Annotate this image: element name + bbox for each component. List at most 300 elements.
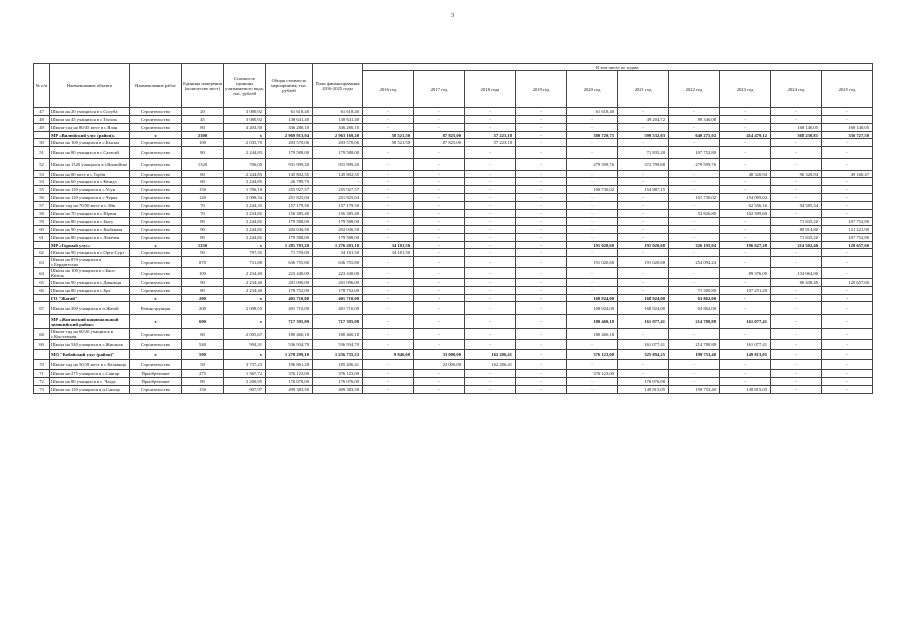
object-name: Школа-сад на 80/45 мест в с.Ялан xyxy=(50,124,130,132)
work-type: Строительство xyxy=(130,116,182,124)
total-cost: 157 179,50 xyxy=(266,202,313,210)
plan-amount: 717 395,08 xyxy=(313,315,363,329)
year-amount: - xyxy=(669,360,720,370)
plan-amount: 536 934,70 xyxy=(313,340,363,350)
object-name: Школа-сад на 50/18 мест в с.Кальвица xyxy=(50,360,130,370)
unit-count: 80 xyxy=(182,329,224,340)
object-name: Школа на 80 учащихся в с.Бысу xyxy=(50,218,130,226)
year-amount: - xyxy=(720,329,771,340)
year-amount: - xyxy=(516,194,567,202)
unit-count: 60 xyxy=(182,178,224,186)
year-amount: 191 020,68 xyxy=(618,257,669,268)
row-num xyxy=(34,295,50,302)
header-total-cost: Общая стоимость мероприятия, тыс. рублей xyxy=(266,64,313,108)
total-cost: 401 710,00 xyxy=(266,302,313,315)
year-amount: - xyxy=(771,370,822,378)
year-amount: - xyxy=(720,116,771,124)
year-amount: 325 894,25 xyxy=(618,350,669,360)
year-amount: - xyxy=(465,242,516,249)
year-amount: 191 020,68 xyxy=(567,242,618,249)
year-amount: 49 160,47 xyxy=(822,171,873,178)
year-amount: - xyxy=(822,350,873,360)
year-amount: 214 780,88 xyxy=(669,340,720,350)
year-amount: - xyxy=(567,178,618,186)
year-amount: 191 020,68 xyxy=(618,242,669,249)
unit-cost: 2 098,34 xyxy=(224,194,266,202)
table-row xyxy=(34,226,873,234)
year-amount: - xyxy=(363,171,414,178)
row-num: 67 xyxy=(34,302,50,315)
year-amount: 168 924,00 xyxy=(567,302,618,315)
year-amount: - xyxy=(720,378,771,386)
year-amount: - xyxy=(363,234,414,242)
unit-cost: x xyxy=(224,315,266,329)
year-amount: 100 730,02 xyxy=(567,186,618,194)
plan-amount: 179 588,00 xyxy=(313,218,363,226)
year-amount: - xyxy=(465,116,516,124)
year-amount: - xyxy=(465,257,516,268)
total-cost: 1 278 299,10 xyxy=(266,350,313,360)
header-years-group: В том числе по годам: xyxy=(363,64,873,71)
row-num: 48 xyxy=(34,116,50,124)
work-type: x xyxy=(130,350,182,360)
year-amount: - xyxy=(414,329,465,340)
work-type: Строительство xyxy=(130,218,182,226)
year-amount: - xyxy=(516,116,567,124)
work-type: x xyxy=(130,132,182,139)
table-row xyxy=(34,360,873,370)
unit-count: 1320 xyxy=(182,159,224,171)
total-cost: 931 999,20 xyxy=(266,159,313,171)
year-amount: - xyxy=(363,108,414,116)
year-amount: 414 479,12 xyxy=(720,132,771,139)
year-amount: - xyxy=(669,124,720,132)
year-amount: - xyxy=(720,124,771,132)
year-amount: 34 181,50 xyxy=(363,249,414,257)
plan-amount: 255 927,57 xyxy=(313,186,363,194)
work-type: Строительство xyxy=(130,178,182,186)
year-amount: - xyxy=(414,279,465,287)
year-amount: - xyxy=(414,124,465,132)
year-amount: 58 521,50 xyxy=(363,139,414,147)
unit-cost: 2 035,70 xyxy=(224,139,266,147)
total-cost: 178 752,00 xyxy=(266,287,313,295)
year-amount: - xyxy=(822,360,873,370)
object-name: Школа на 45 учащихся в с.Тополь xyxy=(50,116,130,124)
work-type: Строительство xyxy=(130,340,182,350)
year-amount: - xyxy=(363,178,414,186)
total-cost: 61 618,40 xyxy=(266,108,313,116)
unit-cost: 2 244,85 xyxy=(224,234,266,242)
year-amount: - xyxy=(771,315,822,329)
unit-cost: 2 244,35 xyxy=(224,202,266,210)
unit-count: 100 xyxy=(182,268,224,279)
row-num: 52 xyxy=(34,159,50,171)
year-amount: - xyxy=(465,329,516,340)
row-num: 62 xyxy=(34,249,50,257)
year-amount: 96 320,94 xyxy=(771,171,822,178)
year-amount: - xyxy=(822,178,873,186)
year-amount: 71 835,20 xyxy=(771,234,822,242)
unit-cost: 3 737,23 xyxy=(224,360,266,370)
object-name: Школа-сад на 70/50 мест в с.Эйи xyxy=(50,202,130,210)
year-amount: 80 438,40 xyxy=(771,279,822,287)
year-amount: - xyxy=(414,202,465,210)
object-name: Школа на 200 учащихся в п.Жатай xyxy=(50,302,130,315)
work-type: Реконструкция xyxy=(130,302,182,315)
work-type: Строительство xyxy=(130,257,182,268)
year-amount: - xyxy=(822,340,873,350)
year-amount: - xyxy=(669,249,720,257)
year-amount: - xyxy=(771,159,822,171)
year-amount: - xyxy=(516,329,567,340)
header-num: № п/п xyxy=(34,64,50,108)
year-amount: - xyxy=(465,159,516,171)
total-cost: 401 710,00 xyxy=(266,295,313,302)
unit-cost: 2 234,40 xyxy=(224,268,266,279)
year-amount: 87 825,00 xyxy=(414,132,465,139)
year-amount: - xyxy=(516,124,567,132)
work-type: Строительство xyxy=(130,386,182,394)
year-amount: 336 727,50 xyxy=(822,132,873,139)
year-amount: 168 140,05 xyxy=(822,124,873,132)
year-amount: - xyxy=(618,370,669,378)
object-name: Школа на 150 учащихся в с.Усун xyxy=(50,186,130,194)
year-amount: - xyxy=(363,315,414,329)
object-name: Школа на 100 учащихся в с.Бясь-Кюёль xyxy=(50,268,130,279)
unit-count: 200 xyxy=(182,295,224,302)
year-amount: - xyxy=(465,386,516,394)
work-type: Строительство xyxy=(130,329,182,340)
year-amount: 154 095,02 xyxy=(720,194,771,202)
unit-count: 90 xyxy=(182,226,224,234)
object-name: Школа на 90 учащихся в с.Дикимдя xyxy=(50,279,130,287)
unit-count: 80 xyxy=(182,171,224,178)
year-amount: - xyxy=(465,186,516,194)
year-amount: - xyxy=(516,378,567,386)
year-amount: - xyxy=(414,218,465,226)
district-subtotal-row xyxy=(34,132,873,139)
year-amount: - xyxy=(567,279,618,287)
year-amount: - xyxy=(465,287,516,295)
year-amount: - xyxy=(720,147,771,159)
year-amount: - xyxy=(414,178,465,186)
year-amount: - xyxy=(669,378,720,386)
year-amount: - xyxy=(771,147,822,159)
year-amount: 161 077,41 xyxy=(720,340,771,350)
table-row xyxy=(34,194,873,202)
header-year: 2017 год xyxy=(414,71,465,108)
year-amount: 180 460,18 xyxy=(567,315,618,329)
year-amount: 89 346,08 xyxy=(669,116,720,124)
unit-count: 150 xyxy=(182,186,224,194)
year-amount: 107 752,80 xyxy=(822,218,873,226)
year-amount: - xyxy=(465,218,516,226)
total-cost: 179 588,00 xyxy=(266,234,313,242)
object-name: Школа на 90 учащихся в с.Орто-Сурт xyxy=(50,249,130,257)
total-cost: 717 395,09 xyxy=(266,315,313,329)
year-amount: - xyxy=(771,139,822,147)
unit-count: 200 xyxy=(182,302,224,315)
year-amount: - xyxy=(771,360,822,370)
year-amount: - xyxy=(516,350,567,360)
work-type: Строительство xyxy=(130,194,182,202)
unit-count: 150 xyxy=(182,386,224,394)
unit-cost: 2 234,85 xyxy=(224,210,266,218)
page-number: 3 xyxy=(451,13,454,19)
table-row xyxy=(34,257,873,268)
table-row xyxy=(34,234,873,242)
year-amount: - xyxy=(414,234,465,242)
work-type: x xyxy=(130,242,182,249)
unit-count: 590 xyxy=(182,350,224,360)
year-amount: - xyxy=(720,178,771,186)
table-row xyxy=(34,202,873,210)
year-amount: - xyxy=(363,370,414,378)
object-name: Школа на 80 учащихся в с.Ерт xyxy=(50,287,130,295)
work-type: Строительство xyxy=(130,287,182,295)
year-amount: 57 223,18 xyxy=(465,132,516,139)
year-amount: - xyxy=(516,139,567,147)
year-amount: - xyxy=(465,249,516,257)
work-type: Строительство xyxy=(130,234,182,242)
year-amount: 61 618,40 xyxy=(567,108,618,116)
year-amount: - xyxy=(720,234,771,242)
year-amount: - xyxy=(363,378,414,386)
year-amount: 23 000,00 xyxy=(414,360,465,370)
header-year: 2022 год xyxy=(669,71,720,108)
year-amount: - xyxy=(414,370,465,378)
total-cost: 2 969 913,94 xyxy=(266,132,313,139)
plan-amount: 203 570,06 xyxy=(313,139,363,147)
year-amount: 101 730,02 xyxy=(669,194,720,202)
object-name: Школа на 100 учащихся в с.Кысыл xyxy=(50,139,130,147)
year-amount: 199 753,40 xyxy=(669,350,720,360)
plan-amount: 180 460,18 xyxy=(313,329,363,340)
plan-amount: - xyxy=(313,178,363,186)
district-subtotal-row xyxy=(34,315,873,329)
year-amount: - xyxy=(771,350,822,360)
year-amount: - xyxy=(465,202,516,210)
year-amount: - xyxy=(822,108,873,116)
object-name: Школа на 275 учащихся в с.Сангар xyxy=(50,370,130,378)
work-type: Строительство xyxy=(130,186,182,194)
year-amount: - xyxy=(516,268,567,279)
year-amount: - xyxy=(771,116,822,124)
year-amount: 107 752,80 xyxy=(669,147,720,159)
year-amount: - xyxy=(669,226,720,234)
year-amount: - xyxy=(822,295,873,302)
year-amount: - xyxy=(363,186,414,194)
year-amount: 62 556,16 xyxy=(720,202,771,210)
year-amount: 154 887,15 xyxy=(618,186,669,194)
unit-count: 275 xyxy=(182,370,224,378)
plan-amount: 1 256 735,53 xyxy=(313,350,363,360)
object-name: Школа на 90 учащихся в с.Кыбыкыя xyxy=(50,226,130,234)
unit-count: 80 xyxy=(182,124,224,132)
object-name: Школа на 80 учащихся в с. Чагда xyxy=(50,378,130,386)
year-amount: 134 064,00 xyxy=(771,268,822,279)
total-cost: 201 096,00 xyxy=(266,279,313,287)
row-num: 71 xyxy=(34,370,50,378)
year-amount: - xyxy=(414,116,465,124)
year-amount: - xyxy=(669,218,720,226)
year-amount: 57 223,18 xyxy=(465,139,516,147)
year-amount: - xyxy=(567,202,618,210)
table-row xyxy=(34,340,873,350)
plan-amount: 157 179,50 xyxy=(313,202,363,210)
total-cost: 255 927,57 xyxy=(266,186,313,194)
table-row xyxy=(34,210,873,218)
table-row xyxy=(34,186,873,194)
year-amount: - xyxy=(771,302,822,315)
table-row xyxy=(34,147,873,159)
year-amount: - xyxy=(669,279,720,287)
plan-amount: 202 036,50 xyxy=(313,226,363,234)
unit-cost: 2 234,40 xyxy=(224,287,266,295)
year-amount: - xyxy=(822,139,873,147)
work-type: Строительство xyxy=(130,202,182,210)
plan-amount: 34 181,50 xyxy=(313,249,363,257)
year-amount: - xyxy=(465,340,516,350)
year-amount: - xyxy=(567,139,618,147)
year-amount: - xyxy=(414,302,465,315)
year-amount: - xyxy=(720,360,771,370)
unit-count: 80 xyxy=(182,234,224,242)
object-name: ГО "Жатай" xyxy=(50,295,130,302)
work-type: Строительство xyxy=(130,159,182,171)
year-amount: 71 835,20 xyxy=(618,147,669,159)
table-row xyxy=(34,218,873,226)
year-amount: - xyxy=(771,108,822,116)
year-amount: - xyxy=(567,340,618,350)
year-amount: - xyxy=(414,340,465,350)
total-cost: 251 825,04 xyxy=(266,194,313,202)
row-num: 57 xyxy=(34,202,50,210)
year-amount: - xyxy=(516,279,567,287)
year-amount: - xyxy=(618,360,669,370)
row-num: 69 xyxy=(34,340,50,350)
year-amount: - xyxy=(720,370,771,378)
year-amount: - xyxy=(822,315,873,329)
unit-count: 100 xyxy=(182,139,224,147)
unit-count: 80 xyxy=(182,147,224,159)
year-amount: - xyxy=(516,178,567,186)
year-amount: - xyxy=(363,159,414,171)
year-amount: - xyxy=(516,218,567,226)
unit-count: 90 xyxy=(182,249,224,257)
year-amount: - xyxy=(363,279,414,287)
unit-cost: 3 080,92 xyxy=(224,108,266,116)
object-name: Школа на 70 учащихся в с.Юрюн xyxy=(50,210,130,218)
header-year: 2019 год xyxy=(516,71,567,108)
financing-table xyxy=(33,63,873,394)
plan-amount: 138 641,40 xyxy=(313,116,363,124)
year-amount: - xyxy=(414,147,465,159)
year-amount: - xyxy=(822,116,873,124)
year-amount: - xyxy=(363,386,414,394)
work-type: Строительство xyxy=(130,249,182,257)
year-amount: - xyxy=(771,386,822,394)
total-cost: 156 385,40 xyxy=(266,210,313,218)
year-amount: 33 000,00 xyxy=(414,350,465,360)
table-row xyxy=(34,370,873,378)
unit-cost: 1 706,18 xyxy=(224,186,266,194)
year-amount: - xyxy=(567,171,618,178)
total-cost: 1 281 783,20 xyxy=(266,242,313,249)
row-num: 58 xyxy=(34,210,50,218)
year-amount: - xyxy=(771,249,822,257)
year-amount: - xyxy=(516,226,567,234)
year-amount: - xyxy=(822,378,873,386)
year-amount: - xyxy=(465,378,516,386)
year-amount: - xyxy=(414,186,465,194)
year-amount: 180 460,18 xyxy=(567,329,618,340)
year-amount: - xyxy=(567,116,618,124)
total-cost: 180 460,18 xyxy=(266,329,313,340)
year-amount: - xyxy=(363,194,414,202)
year-amount: 120 657,60 xyxy=(822,242,873,249)
year-amount: 376 123,00 xyxy=(567,370,618,378)
year-amount: - xyxy=(414,242,465,249)
total-cost: 196 861,28 xyxy=(266,360,313,370)
object-name: Школа на 20 учащихся в с.Сосуба xyxy=(50,108,130,116)
unit-cost: x xyxy=(224,242,266,249)
year-amount: 71 500,80 xyxy=(669,287,720,295)
year-amount: - xyxy=(363,218,414,226)
year-amount: - xyxy=(771,329,822,340)
year-amount: - xyxy=(516,210,567,218)
year-amount: - xyxy=(516,147,567,159)
year-amount: - xyxy=(567,210,618,218)
year-amount: - xyxy=(618,139,669,147)
year-amount: - xyxy=(363,202,414,210)
table-row xyxy=(34,124,873,132)
year-amount: - xyxy=(516,386,567,394)
year-amount: 34 181,50 xyxy=(363,242,414,249)
plan-amount: 223 440,00 xyxy=(313,268,363,279)
year-amount: - xyxy=(771,210,822,218)
year-amount: - xyxy=(618,329,669,340)
year-amount: - xyxy=(822,147,873,159)
object-name: Школа на 540 учащихся в с.Жиганск xyxy=(50,340,130,350)
year-amount: - xyxy=(363,340,414,350)
year-amount: 380 729,75 xyxy=(567,132,618,139)
year-amount: - xyxy=(363,360,414,370)
unit-cost: 2 244,85 xyxy=(224,218,266,226)
unit-cost: 797,35 xyxy=(224,249,266,257)
total-cost: 179 588,00 xyxy=(266,218,313,226)
year-amount: - xyxy=(363,329,414,340)
year-amount: - xyxy=(465,194,516,202)
year-amount: - xyxy=(363,210,414,218)
unit-count: 20 xyxy=(182,108,224,116)
year-amount: - xyxy=(720,108,771,116)
unit-cost: 2 005,67 xyxy=(224,329,266,340)
row-num: 49 xyxy=(34,124,50,132)
year-amount: - xyxy=(720,279,771,287)
object-name: Школа на 80 учащихся в с.Сатагай xyxy=(50,147,130,159)
table-row xyxy=(34,116,873,124)
row-num: 66 xyxy=(34,287,50,295)
row-num: 56 xyxy=(34,194,50,202)
year-amount: - xyxy=(363,124,414,132)
year-amount: - xyxy=(465,171,516,178)
work-type: Приобретение xyxy=(130,378,182,386)
total-cost: 202 036,50 xyxy=(266,226,313,234)
year-amount: 279 599,76 xyxy=(669,159,720,171)
object-name: Школа на 80 мест в с.Торби xyxy=(50,171,130,178)
